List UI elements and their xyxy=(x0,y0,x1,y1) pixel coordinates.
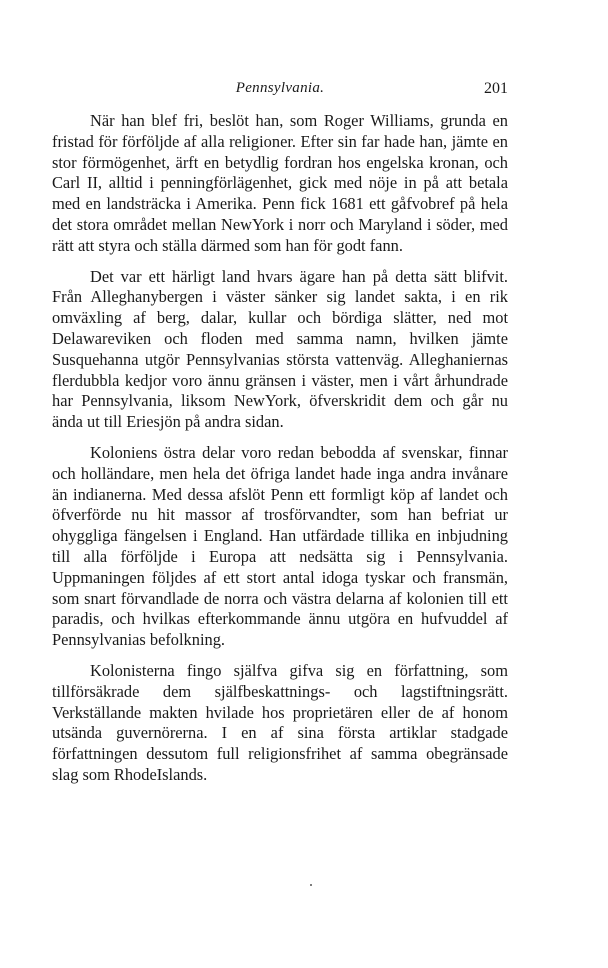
paragraph-1: När han blef fri, beslöt han, som Roger Williams, grunda en fristad för förföljde af alla religioner. Efter sin far hade han, jämte en stor förmögenhet, ärft en betydlig fordran hos engelska kronan, och Carl II, alltid i penningförlägenhet, gick med nöje in på att betala med en landsträcka i Amerika. Penn fick 1681 ett gåfvobref på hela det stora området mellan NewYork i norr och Maryland i söder, med rätt att styra och ställa därmed som han för godt fann. xyxy=(52,111,508,255)
paragraph-3: Koloniens östra delar voro redan bebodda af svenskar, finnar och holländare, men hela det öfriga landet hade inga andra invånare än indianerna. Med dessa afslöt Penn ett formligt köp af landet och öfverförde nu hit massor af trosförvandter, som han befriat ur ohyggliga fängelsen i England. Han utfärdade tillika en inbjudning till alla förföljde i Europa att nedsätta sig i Pennsylvania. Uppmaningen följdes af ett stort antal idoga tyskar och fransmän, som snart förvandlade de norra och västra delarna af kolonien till ett paradis, och hvilkas efterkommande ännu utgöra en hufvuddel af Pennsylvanias befolkning. xyxy=(52,442,508,650)
page-number: 201 xyxy=(484,80,508,97)
running-title: Pennsylvania. xyxy=(235,80,325,96)
body-text xyxy=(52,111,508,796)
paragraph-4: Kolonisterna fingo själfva gifva sig en författning, som tillförsäkrade dem själfbeskattnings- och lagstiftningsrätt. Verkställande makten hvilade hos proprietären eller de af honom utsända guvernörerna. I en af sina första artiklar stadgade författningen dessutom full religionsfrihet af samma obegränsade slag som RhodeIslands. xyxy=(52,660,508,784)
paragraph-2: Det var ett härligt land hvars ägare han på detta sätt blifvit. Från Alleghanybergen i väster sänker sig landet sakta, i en rik omväxling af berg, dalar, kullar och bördiga slätter, ned mot Delawareviken och floden med samma namn, hvilken jämte Susquehanna utgör Pennsylvanias största vattenväg. Alleghaniernas flerdubbla kedjor voro ännu gränsen i väster, men i vårt århundrade har Pennsylvania, liksom NewYork, öfverskridit dem och går nu ända ut till Eriesjön på andra sidan. xyxy=(52,266,508,432)
print-speck xyxy=(310,884,312,886)
running-head xyxy=(52,80,508,102)
